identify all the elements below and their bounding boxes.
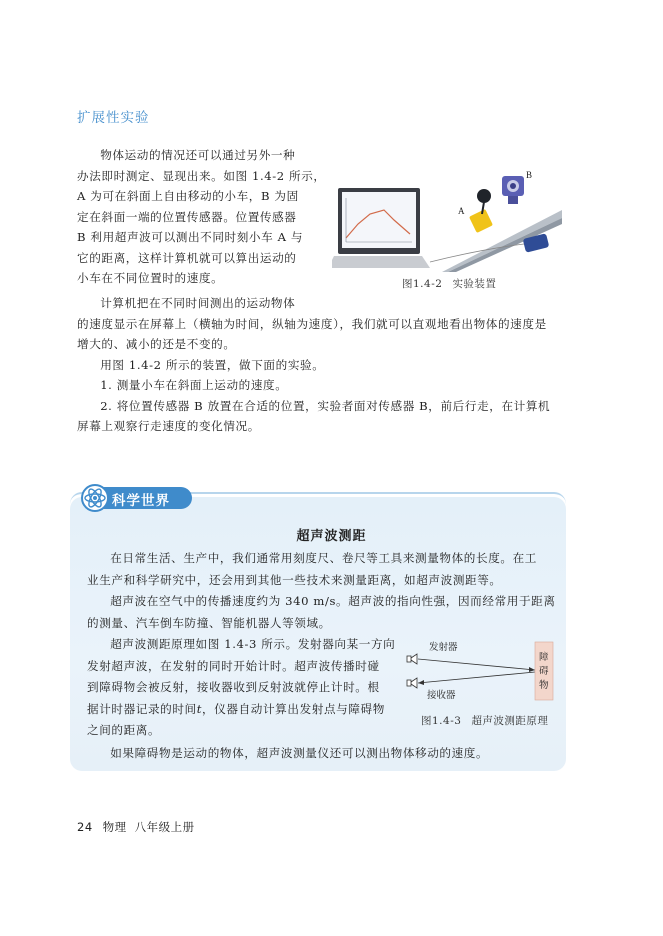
intro-line: 物体运动的情况还可以通过另外一种 [100,148,296,162]
time-variable: t [196,701,203,716]
cont-line: 1. 测量小车在斜面上运动的速度。 [100,378,288,392]
science-line: 的测量、汽车倒车防撞、智能机器人等领域。 [87,615,331,630]
science-paragraph-4 [87,743,552,765]
label-a: A [458,206,465,216]
receiver-icon [411,678,417,688]
science-line: 业生产和科学研究中，还会用到其他一些技术来测量距离，如超声波测距等。 [87,572,502,587]
intro-paragraph [77,145,326,289]
science-paragraph-3 [87,634,397,742]
intro-line: 小车在不同位置时的速度。 [77,271,224,285]
laptop-screen [342,192,416,248]
laptop-base [332,256,430,268]
obstacle-label: 障 [539,652,549,663]
page-footer [77,819,195,835]
science-line: 发射超声波，在发射的同时开始计时。超声波传播时碰 [87,658,380,673]
cont-line: 的速度显示在屏幕上（横轴为时间，纵轴为速度），我们就可以直观地看出物体的速度是 [77,316,547,331]
reflected-wave [418,672,535,683]
intro-line: A 为可在斜面上自由移动的小车，B 为固 [77,189,299,203]
cont-line: 用图 1.4-2 所示的装置，做下面的实验。 [100,357,325,372]
emitted-wave [418,659,535,670]
science-box-title: 超声波测距 [296,529,367,544]
intro-line: 它的距离，这样计算机就可以算出运动的 [77,250,297,265]
figure2-caption-text: 超声波测距原理 [471,715,549,727]
page-number: 24 [77,820,93,834]
science-line [87,699,397,721]
cont-line: 增大的、减小的还是不变的。 [77,337,236,351]
label-b: B [526,170,533,180]
intro-line: B 利用超声波可以测出不同时刻小车 A 与 [77,230,304,244]
receiver-label: 接收器 [427,690,456,701]
continued-text [77,293,597,437]
figure1-caption [402,276,496,291]
intro-line: 办法即时测定、显现出来。如图 1.4-2 所示， [77,168,326,183]
science-text: 据计时器记录的时间 [87,701,197,716]
science-paragraph-2 [87,591,556,634]
cont-line: 计算机把在不同时间测出的运动物体 [100,296,296,310]
cont-line: 2. 将位置传感器 B 放置在合适的位置，实验者面对传感器 B，前后行走，在计算机 [100,398,551,413]
science-paragraph-1 [87,548,552,591]
science-line: 如果障碍物是运动的物体，超声波测量仪还可以测出物体移动的速度。 [110,746,489,760]
science-line: 之间的距离。 [87,723,161,737]
science-text: ，仪器自动计算出发射点与障碍物 [202,701,385,716]
science-line: 到障碍物会被反射，接收器收到反射波就停止计时。根 [87,680,380,694]
figure1-caption-number: 图1.4-2 [402,278,443,290]
cart-reflector [477,189,491,203]
ultrasonic-principle-figure [405,640,555,702]
obstacle-label: 物 [539,680,549,691]
intro-line: 定在斜面一端的位置传感器。位置传感器 [77,209,297,224]
science-line: 在日常生活、生产中，我们通常用刻度尺、卷尺等工具来测量物体的长度。在工 [110,551,537,565]
footer-subject: 物理 [102,820,127,834]
figure1-caption-text: 实验装置 [452,278,497,290]
obstacle-label: 碍 [539,666,549,677]
emitter-label: 发射器 [429,642,458,653]
cont-line: 屏幕上观察行走速度的变化情况。 [77,419,260,433]
science-line: 超声波在空气中的传播速度约为 340 m/s。超声波的指向性强，因而经常用于距离 [110,594,556,608]
section-title: 扩展性实验 [77,110,150,126]
science-line: 超声波测距原理如图 1.4-3 所示。发射器向某一方向 [110,637,396,651]
footer-volume: 八年级上册 [134,820,195,834]
figure2-caption-number: 图1.4-3 [421,715,462,727]
science-world-label: 科学世界 [112,493,170,509]
emitter-icon [411,654,417,664]
cart-a [469,209,493,233]
experiment-setup-figure [332,144,562,272]
figure2-caption [421,713,548,728]
